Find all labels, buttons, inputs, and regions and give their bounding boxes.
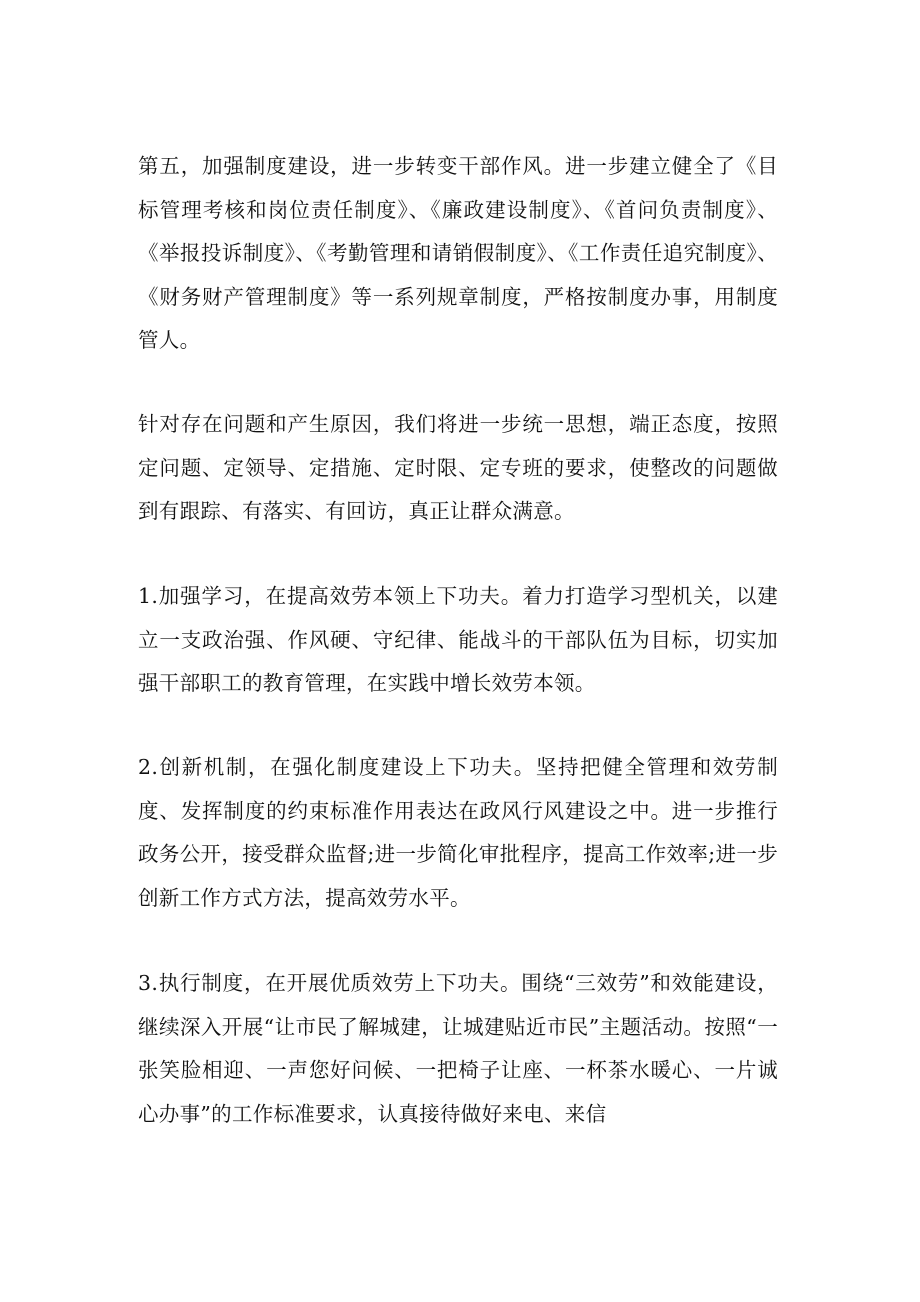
paragraph-item-3-service: 3.执行制度，在开展优质效劳上下功夫。围绕“三效劳”和效能建设，继续深入开展“让市民了解城建，让城建贴近市民”主题活动。按照“一张笑脸相迎、一声您好问候、一把椅子让座、一杯茶水暖心、一片诚心办事”的工作标准要求，认真接待做好来电、来信 (138, 971, 778, 1126)
paragraph-item-1-study: 1.加强学习，在提高效劳本领上下功夫。着力打造学习型机关，以建立一支政治强、作风硬、守纪律、能战斗的干部队伍为目标，切实加强干部职工的教育管理，在实践中增长效劳本领。 (138, 584, 778, 695)
paragraph-item-2-mechanism: 2.创新机制，在强化制度建设上下功夫。坚持把健全管理和效劳制度、发挥制度的约束标准作用表达在政风行风建设之中。进一步推行政务公开，接受群众监督;进一步简化审批程序，提高工作效率;进一步创新工作方式方法，提高效劳水平。 (138, 755, 778, 910)
paragraph-strengthen-system: 第五，加强制度建设，进一步转变干部作风。进一步建立健全了《目标管理考核和岗位责任制度》、《廉政建设制度》、《首问负责制度》、《举报投诉制度》、《考勤管理和请销假制度》、《工作责任追究制度》、《财务财产管理制度》等一系列规章制度，严格按制度办事，用制度管人。 (138, 154, 778, 352)
paragraph-rectification-plan: 针对存在问题和产生原因，我们将进一步统一思想，端正态度，按照定问题、定领导、定措施、定时限、定专班的要求，使整改的问题做到有跟踪、有落实、有回访，真正让群众满意。 (138, 412, 778, 523)
